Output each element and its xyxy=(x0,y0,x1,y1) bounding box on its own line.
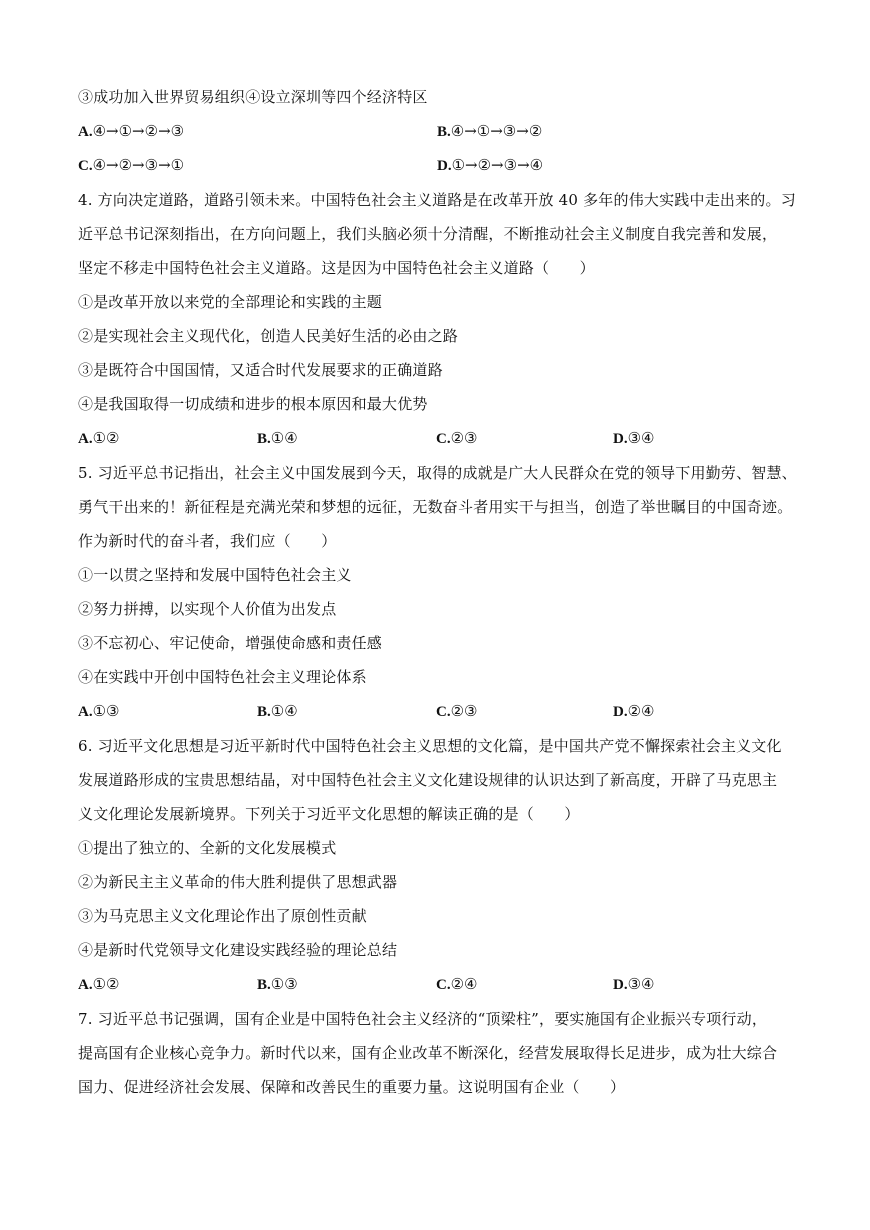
option-text: ①④ xyxy=(270,702,298,720)
option-text: ②④ xyxy=(450,975,478,993)
q4-option-a[interactable] xyxy=(78,428,120,449)
q6-option-c[interactable] xyxy=(436,974,478,995)
q5-stem-line-1: 5. 习近平总书记指出，社会主义中国发展到今天，取得的成就是广大人民群众在党的领导下用勤劳、智慧、 xyxy=(78,464,797,482)
option-text: ②③ xyxy=(450,702,478,720)
q5-option-b[interactable] xyxy=(257,701,298,722)
q5-item-1: ①一以贯之坚持和发展中国特色社会主义 xyxy=(78,566,352,584)
option-text: ④→②→③→① xyxy=(92,156,185,174)
q5-item-2: ②努力拼搏，以实现个人价值为出发点 xyxy=(78,600,337,618)
q6-option-b[interactable] xyxy=(257,974,298,995)
option-text: ①③ xyxy=(270,975,298,993)
q6-stem-line-1: 6. 习近平文化思想是习近平新时代中国特色社会主义思想的文化篇，是中国共产党不懈探索社会主义文化 xyxy=(78,737,782,755)
q4-stem-line-2: 近平总书记深刻指出，在方向问题上，我们头脑必须十分清醒，不断推动社会主义制度自我完善和发展， xyxy=(78,225,778,243)
q4-item-2: ②是实现社会主义现代化，创造人民美好生活的必由之路 xyxy=(78,327,459,345)
q4-item-1: ①是改革开放以来党的全部理论和实践的主题 xyxy=(78,293,383,311)
option-letter: A. xyxy=(78,124,93,140)
q5-stem-line-2: 勇气干出来的！新征程是充满光荣和梦想的远征，无数奋斗者用实干与担当，创造了举世瞩目的中国奇迹。 xyxy=(78,498,793,516)
q4-option-b[interactable] xyxy=(257,428,298,449)
option-text: ①② xyxy=(92,429,120,447)
q4-item-4: ④是我国取得一切成绩和进步的根本原因和最大优势 xyxy=(78,395,428,413)
option-letter: B. xyxy=(257,704,271,720)
q6-item-3: ③为马克思主义文化理论作出了原创性贡献 xyxy=(78,907,367,925)
option-letter: A. xyxy=(78,977,93,993)
option-letter: C. xyxy=(436,977,451,993)
q3-option-c[interactable] xyxy=(78,155,184,176)
q7-stem-line-1: 7. 习近平总书记强调，国有企业是中国特色社会主义经济的“顶梁柱”，要实施国有企业振兴专项行动， xyxy=(78,1010,768,1028)
q6-stem-line-2: 发展道路形成的宝贵思想结晶，对中国特色社会主义文化建设规律的认识达到了新高度，开辟了马克思主 xyxy=(78,771,778,789)
q5-stem-line-3: 作为新时代的奋斗者，我们应（ ） xyxy=(78,532,337,550)
option-text: ①④ xyxy=(270,429,298,447)
option-text: ④→①→②→③ xyxy=(92,122,185,140)
option-letter: C. xyxy=(436,704,451,720)
q6-option-a[interactable] xyxy=(78,974,120,995)
option-text: ②④ xyxy=(627,702,655,720)
option-letter: B. xyxy=(257,977,271,993)
q4-option-c[interactable] xyxy=(436,428,478,449)
q6-item-2: ②为新民主主义革命的伟大胜利提供了思想武器 xyxy=(78,873,398,891)
option-text: ①③ xyxy=(92,702,120,720)
option-letter: C. xyxy=(436,431,451,447)
q6-option-d[interactable] xyxy=(613,974,655,995)
q6-item-1: ①提出了独立的、全新的文化发展模式 xyxy=(78,839,337,857)
option-letter: C. xyxy=(78,158,93,174)
option-letter: A. xyxy=(78,704,93,720)
q4-option-d[interactable] xyxy=(613,428,655,449)
q3-option-b[interactable] xyxy=(437,121,542,142)
q6-item-4: ④是新时代党领导文化建设实践经验的理论总结 xyxy=(78,941,398,959)
q4-stem-line-1: 4. 方向决定道路，道路引领未来。中国特色社会主义道路是在改革开放 40 多年的伟大实践中走出来的。习 xyxy=(78,191,796,209)
q3-continuation: ③成功加入世界贸易组织④设立深圳等四个经济特区 xyxy=(78,88,428,106)
q3-option-a[interactable] xyxy=(78,121,184,142)
q7-stem-line-3: 国力、促进经济社会发展、保障和改善民生的重要力量。这说明国有企业（ ） xyxy=(78,1078,626,1096)
option-text: ①→②→③→④ xyxy=(451,156,544,174)
q4-item-3: ③是既符合中国国情，又适合时代发展要求的正确道路 xyxy=(78,361,443,379)
q6-stem-line-3: 义文化理论发展新境界。下列关于习近平文化思想的解读正确的是（ ） xyxy=(78,805,580,823)
option-letter: B. xyxy=(437,124,451,140)
option-letter: D. xyxy=(437,158,452,174)
q4-stem-line-3: 坚定不移走中国特色社会主义道路。这是因为中国特色社会主义道路（ ） xyxy=(78,259,595,277)
option-text: ③④ xyxy=(627,429,655,447)
q5-item-4: ④在实践中开创中国特色社会主义理论体系 xyxy=(78,668,367,686)
q5-option-d[interactable] xyxy=(613,701,655,722)
option-letter: A. xyxy=(78,431,93,447)
q5-option-a[interactable] xyxy=(78,701,120,722)
option-letter: D. xyxy=(613,977,628,993)
q3-option-d[interactable] xyxy=(437,155,543,176)
option-letter: D. xyxy=(613,704,628,720)
option-text: ②③ xyxy=(450,429,478,447)
option-letter: D. xyxy=(613,431,628,447)
option-text: ③④ xyxy=(627,975,655,993)
q5-item-3: ③不忘初心、牢记使命，增强使命感和责任感 xyxy=(78,634,383,652)
q5-option-c[interactable] xyxy=(436,701,478,722)
q7-stem-line-2: 提高国有企业核心竞争力。新时代以来，国有企业改革不断深化，经营发展取得长足进步，成为壮大综合 xyxy=(78,1044,778,1062)
option-text: ④→①→③→② xyxy=(450,122,543,140)
option-letter: B. xyxy=(257,431,271,447)
option-text: ①② xyxy=(92,975,120,993)
